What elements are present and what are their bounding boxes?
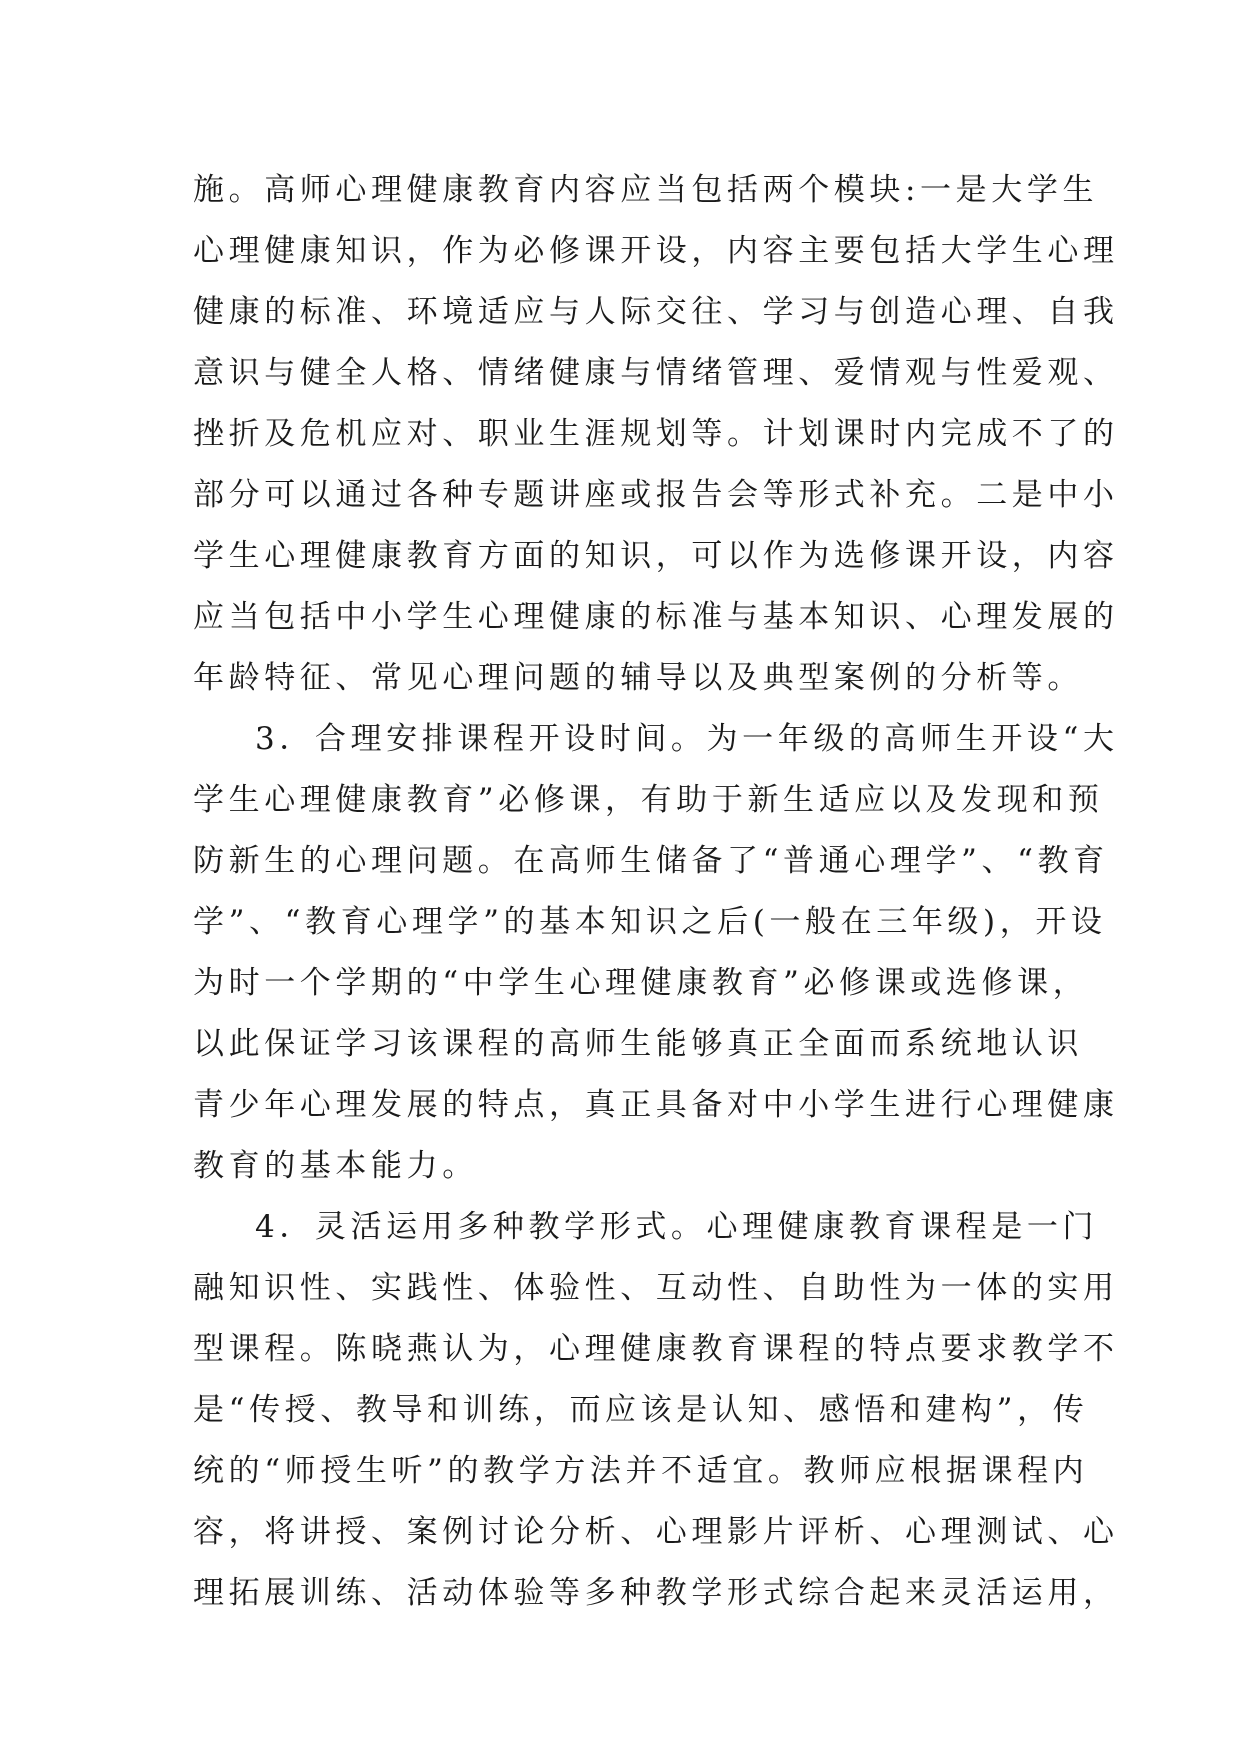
text-line: 健康的标准、环境适应与人际交往、学习与创造心理、自我 <box>193 294 1119 330</box>
text-line: 防新生的心理问题。在高师生储备了“普通心理学”、“教育 <box>193 843 1109 879</box>
text-line: 是“传授、教导和训练，而应该是认知、感悟和建构”，传 <box>193 1392 1089 1428</box>
text-line: 心理健康知识，作为必修课开设，内容主要包括大学生心理 <box>193 233 1119 269</box>
text-line: 学生心理健康教育”必修课，有助于新生适应以及发现和预 <box>193 782 1104 818</box>
text-line: 为时一个学期的“中学生心理健康教育”必修课或选修课， <box>193 965 1089 1001</box>
text-line: 型课程。陈晓燕认为，心理健康教育课程的特点要求教学不 <box>193 1331 1119 1367</box>
text-line: 理拓展训练、活动体验等多种教学形式综合起来灵活运用， <box>193 1575 1119 1611</box>
text-line: 部分可以通过各种专题讲座或报告会等形式补充。二是中小 <box>193 477 1119 513</box>
text-line: 应当包括中小学生心理健康的标准与基本知识、心理发展的 <box>193 599 1119 635</box>
text-line: 挫折及危机应对、职业生涯规划等。计划课时内完成不了的 <box>193 416 1119 452</box>
text-line: 意识与健全人格、情绪健康与情绪管理、爱情观与性爱观、 <box>193 355 1119 391</box>
text-line: 学”、“教育心理学”的基本知识之后(一般在三年级)，开设 <box>193 904 1107 940</box>
text-line: 容，将讲授、案例讨论分析、心理影片评析、心理测试、心 <box>193 1514 1119 1550</box>
paragraph-3 <box>193 1197 1119 1624</box>
text-line: 以此保证学习该课程的高师生能够真正全面而系统地认识 <box>193 1026 1083 1062</box>
text-line: 统的“师授生听”的教学方法并不适宜。教师应根据课程内 <box>193 1453 1089 1489</box>
text-line: 学生心理健康教育方面的知识，可以作为选修课开设，内容 <box>193 538 1119 574</box>
text-line: 4．灵活运用多种教学形式。心理健康教育课程是一门 <box>255 1209 1099 1245</box>
text-line: 施。高师心理健康教育内容应当包括两个模块:一是大学生 <box>193 172 1099 208</box>
paragraph-1 <box>193 160 1119 709</box>
text-line: 教育的基本能力。 <box>193 1148 478 1184</box>
text-line: 青少年心理发展的特点，真正具备对中小学生进行心理健康 <box>193 1087 1119 1123</box>
paragraph-2 <box>193 709 1119 1197</box>
text-line: 年龄特征、常见心理问题的辅导以及典型案例的分析等。 <box>193 660 1083 696</box>
body-text <box>193 160 1119 1624</box>
text-line: 3．合理安排课程开设时间。为一年级的高师生开设“大 <box>255 721 1119 757</box>
text-line: 融知识性、实践性、体验性、互动性、自助性为一体的实用 <box>193 1270 1119 1306</box>
